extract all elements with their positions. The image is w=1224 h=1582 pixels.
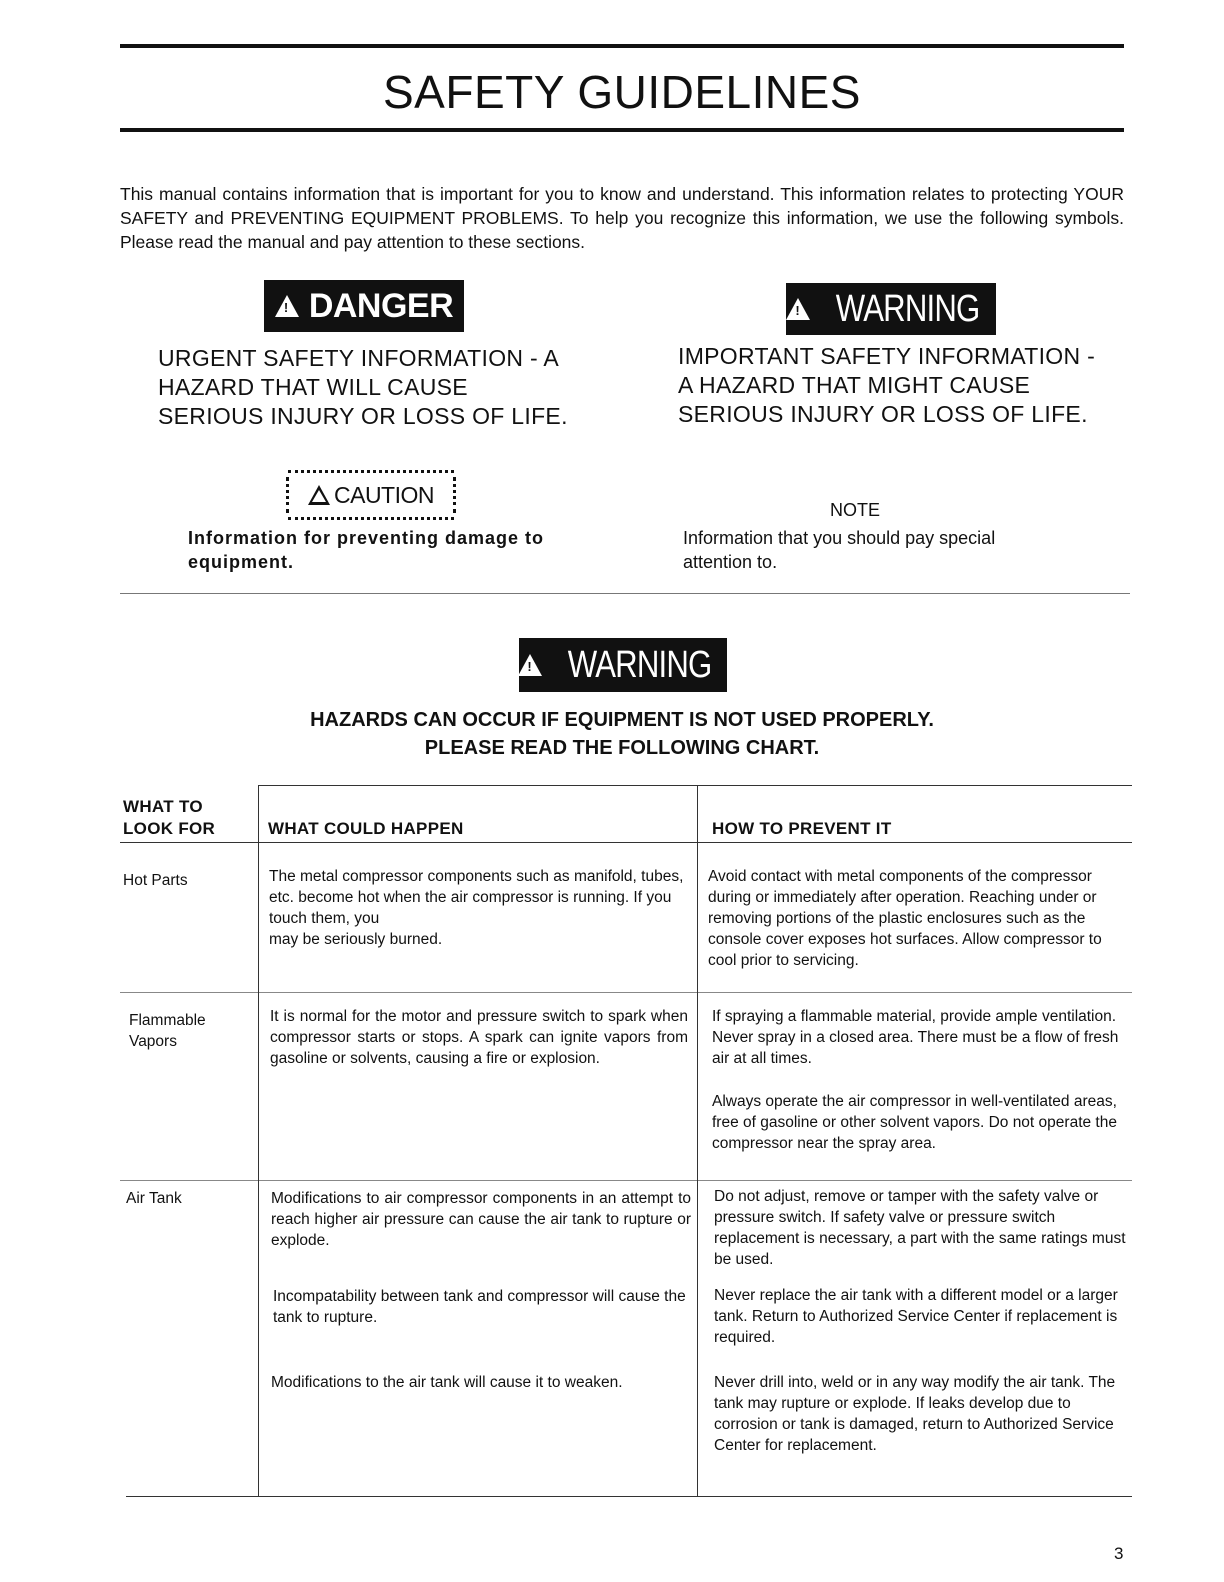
page-title: SAFETY GUIDELINES	[382, 66, 861, 118]
warning-triangle-icon	[518, 654, 542, 676]
hazard-subheadline: PLEASE READ THE FOLLOWING CHART.	[424, 737, 820, 759]
row-divider	[120, 992, 1132, 993]
warning-description: IMPORTANT SAFETY INFORMATION - A HAZARD THAT MIGHT CAUSE SERIOUS INJURY OR LOSS OF LIFE.	[678, 343, 1096, 427]
caution-description: Information for preventing damage to equipment.	[188, 528, 545, 572]
row-hot-parts-happen: The metal compressor components such as manifold, tubes, etc. become hot when the air compressor is running. If you touch them, you may be seriously burned.	[269, 868, 684, 948]
caution-signal-badge	[288, 470, 454, 520]
column-header-look-for: WHAT TO LOOK FOR	[123, 797, 216, 838]
caution-label: CAUTION	[334, 481, 434, 508]
row-flammable-vapors-prevent: If spraying a flammable material, provide ample ventilation. Never spray in a closed area. There must be a flow of fresh air at all times. Always operate the air compressor in well-ventilated areas, free of gasoline or other solvent vapors. Do not operate the compressor near the spray area.	[712, 1008, 1119, 1152]
danger-description: URGENT SAFETY INFORMATION - A HAZARD THAT WILL CAUSE SERIOUS INJURY OR LOSS OF LIFE.	[158, 345, 568, 429]
row-air-tank-look-for: Air Tank	[126, 1190, 182, 1207]
caution-triangle-icon	[308, 485, 330, 505]
danger-label: DANGER	[308, 286, 454, 325]
section-warning-badge	[519, 638, 727, 692]
table-top-rule	[258, 785, 1132, 786]
row-air-tank-prevent-1: Do not adjust, remove or tamper with the safety valve or pressure switch. If safety valve or pressure switch replacement is necessary, a part with the same ratings must be used.	[714, 1188, 1126, 1268]
row-hot-parts-prevent: Avoid contact with metal components of the compressor during or immediately after operation. Reaching under or removing portions of the plastic enclosures such as the console cover exposes hot surfaces. Allow compressor to cool prior to servicing.	[708, 868, 1102, 969]
row-air-tank-happen-3: Modifications to the air tank will cause it to weaken.	[271, 1374, 623, 1391]
row-flammable-vapors-look-for: Flammable Vapors	[129, 1012, 206, 1050]
note-label: NOTE	[830, 500, 881, 520]
page-number: 3	[1114, 1544, 1124, 1563]
row-air-tank-prevent-3: Never drill into, weld or in any way modify the air tank. The tank may rupture or explode. If leaks develop due to corrosion or tank is damaged, return to Authorized Service Center for replacement.	[714, 1374, 1116, 1454]
row-flammable-vapors-happen: It is normal for the motor and pressure switch to spark when compressor starts or stops. A spark can ignite vapors from gasoline or solvents, causing a fire or explosion.	[270, 1008, 688, 1067]
warning-triangle-icon	[275, 295, 299, 317]
title-bottom-rule	[120, 128, 1124, 132]
row-air-tank-happen-2: Incompatability between tank and compressor will cause the tank to rupture.	[273, 1288, 686, 1326]
table-bottom-rule	[126, 1496, 1132, 1497]
row-air-tank-happen-1: Modifications to air compressor components in an attempt to reach higher air pressure can cause the air tank to rupture or explode.	[271, 1190, 691, 1249]
warning-triangle-icon	[786, 298, 810, 320]
note-description: Information that you should pay special attention to.	[683, 528, 996, 572]
column-divider	[697, 785, 698, 1496]
warning-signal-badge	[786, 283, 996, 335]
column-divider	[258, 785, 259, 1496]
title-top-rule	[120, 44, 1124, 48]
intro-paragraph: This manual contains information that is important for you to know and understand. This information relates to protecting YOUR SAFETY and PREVENTING EQUIPMENT PROBLEMS. To help you recognize this information, we use the following symbols. Please read the manual and pay attention to these sections.	[120, 184, 1124, 252]
table-header-rule	[120, 842, 1132, 843]
section-divider	[120, 593, 1130, 594]
danger-signal-badge	[264, 280, 464, 332]
column-header-what-could-happen: WHAT COULD HAPPEN	[268, 819, 464, 838]
warning-label: WARNING	[836, 287, 980, 330]
row-divider	[120, 1180, 1132, 1181]
row-air-tank-prevent-2: Never replace the air tank with a different model or a larger tank. Return to Authorized Service Center if replacement is required.	[714, 1287, 1118, 1346]
hazard-headline: HAZARDS CAN OCCUR IF EQUIPMENT IS NOT USED PROPERLY.	[310, 709, 934, 731]
section-warning-label: WARNING	[568, 643, 712, 686]
column-header-how-to-prevent: HOW TO PREVENT IT	[712, 819, 892, 838]
row-hot-parts-look-for: Hot Parts	[123, 872, 188, 889]
